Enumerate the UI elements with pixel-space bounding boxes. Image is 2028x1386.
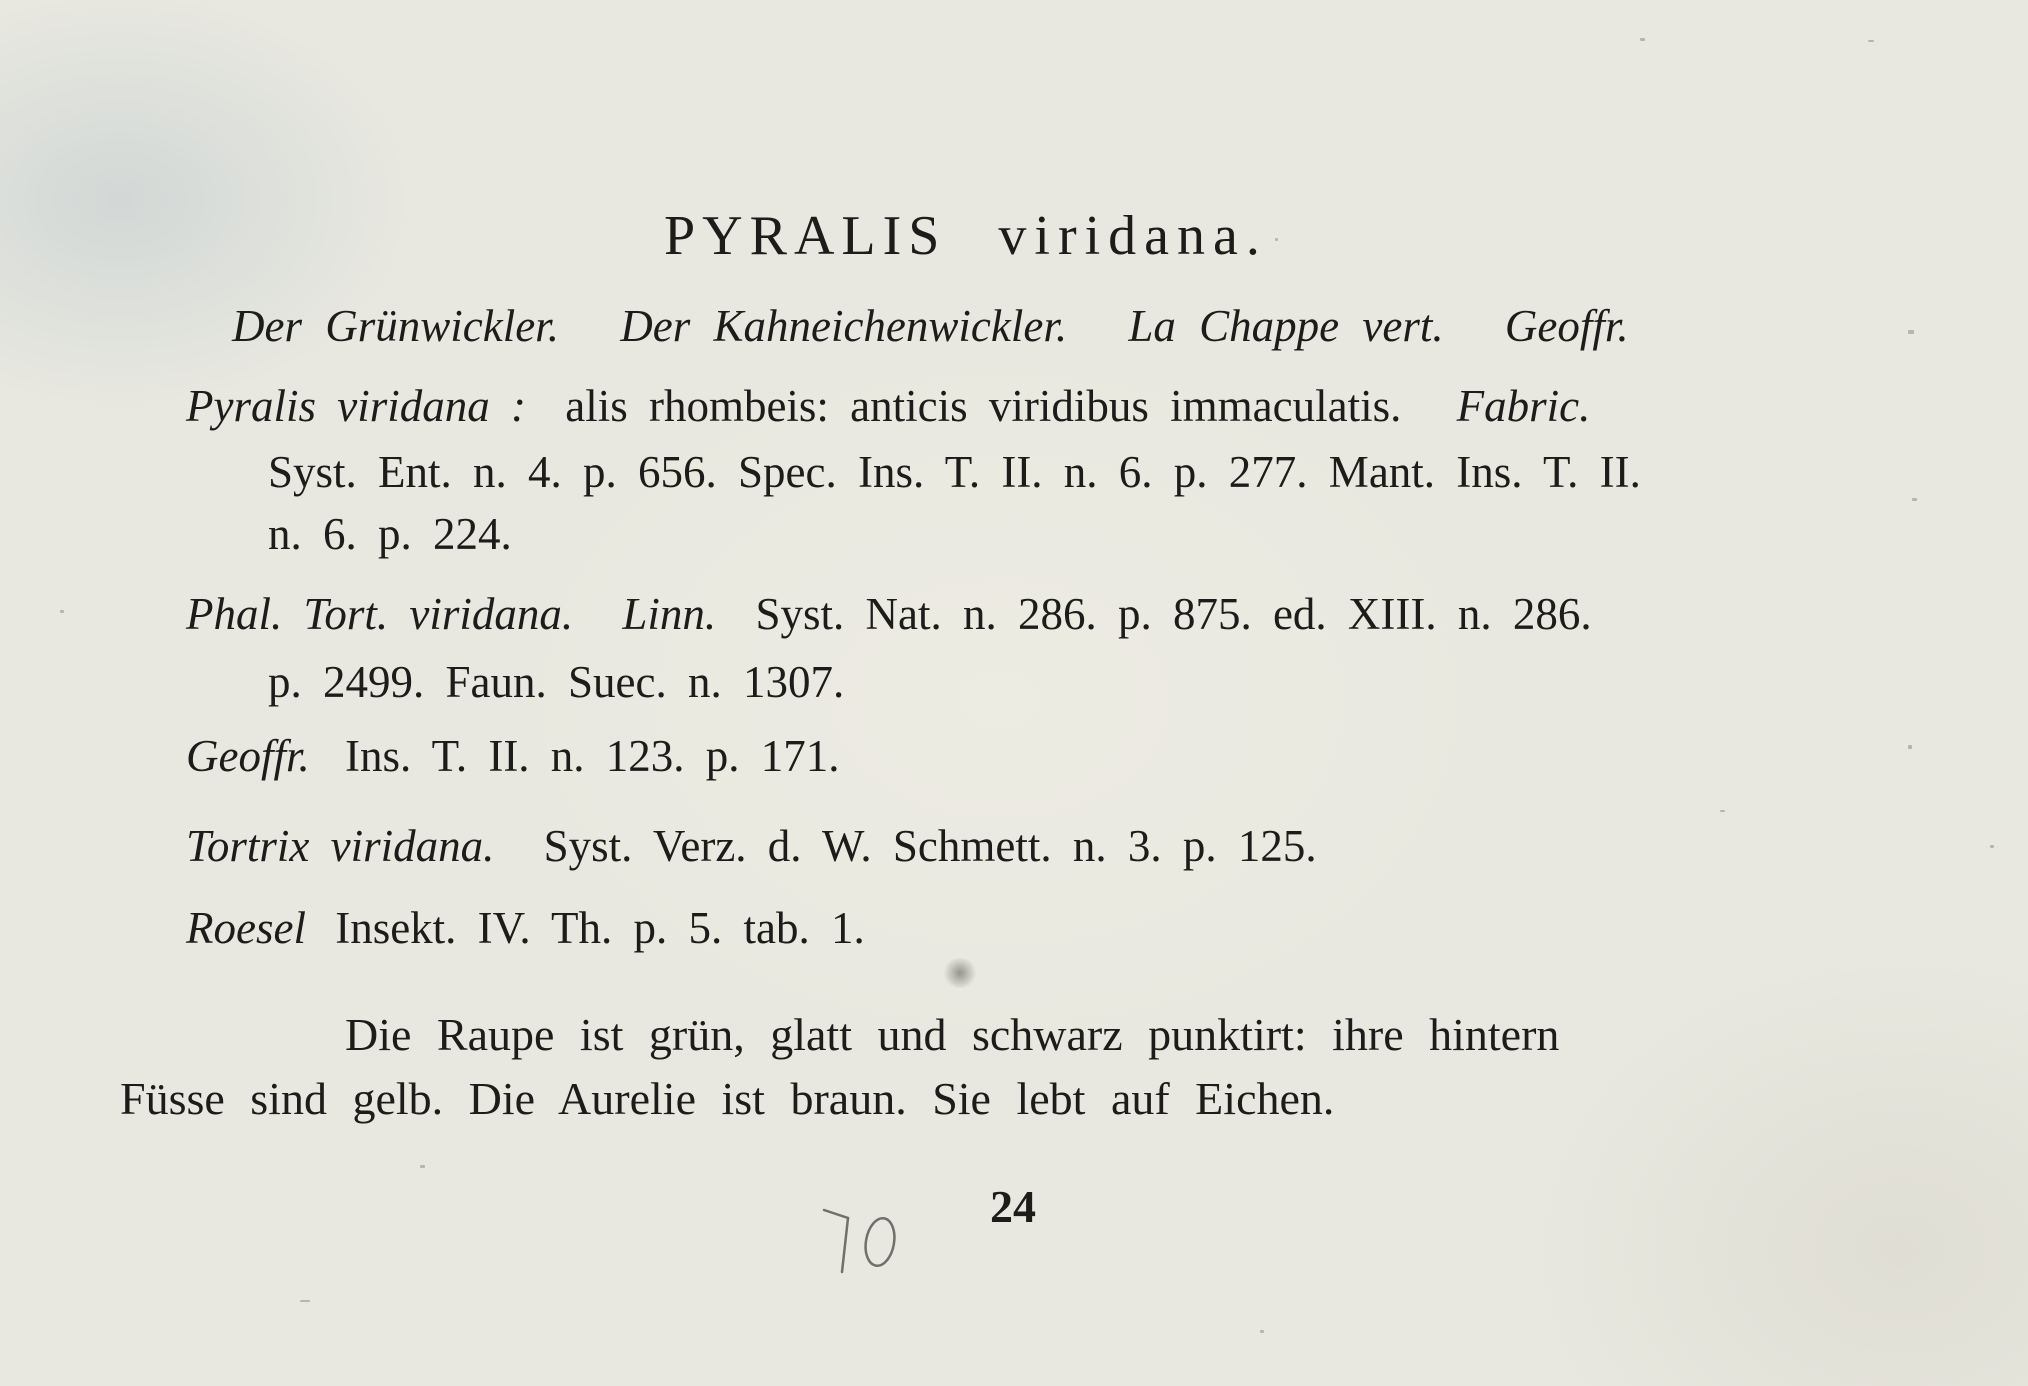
common-name: Geoffr. bbox=[1504, 301, 1629, 351]
reference-text: Syst. Nat. n. 286. p. 875. ed. XIII. n. 286. bbox=[755, 589, 1592, 639]
title-genus: PYRALIS bbox=[664, 205, 947, 267]
reference-text: alis rhombeis: anticis viridibus immaculatis. bbox=[565, 381, 1402, 431]
common-name: La Chappe vert. bbox=[1128, 301, 1444, 351]
reference-continuation: p. 2499. Faun. Suec. n. 1307. bbox=[268, 657, 845, 707]
common-name: Der Grünwickler. bbox=[232, 301, 559, 351]
reference-text: Insekt. IV. Th. p. 5. tab. 1. bbox=[335, 903, 865, 953]
description-line: Füsse sind gelb. Die Aurelie ist braun. Sie lebt auf Eichen. bbox=[120, 1073, 1335, 1124]
reference-source: Fabric. bbox=[1456, 381, 1591, 431]
reference-roesel bbox=[186, 902, 865, 954]
page-number: 24 bbox=[990, 1181, 1036, 1232]
reference-author: Phal. Tort. viridana. bbox=[186, 589, 574, 639]
reference-author: Pyralis viridana : bbox=[186, 381, 526, 431]
reference-fabricius bbox=[186, 380, 1590, 432]
reference-author: Roesel bbox=[186, 903, 306, 953]
common-name: Der Kahneichenwickler. bbox=[620, 301, 1068, 351]
reference-linnaeus bbox=[186, 588, 1592, 640]
common-names bbox=[232, 300, 1667, 352]
pencil-mark bbox=[818, 1196, 908, 1276]
description-line: Die Raupe ist grün, glatt und schwarz punktirt: ihre hintern bbox=[345, 1009, 1560, 1060]
reference-geoffroy bbox=[186, 730, 840, 782]
reference-source: Linn. bbox=[622, 589, 717, 639]
reference-continuation: Syst. Ent. n. 4. p. 656. Spec. Ins. T. II. n. 6. p. 277. Mant. Ins. T. II. bbox=[268, 447, 1641, 497]
ink-smudge bbox=[942, 958, 978, 988]
title-species: viridana. bbox=[998, 205, 1268, 267]
reference-text: Syst. Verz. d. W. Schmett. n. 3. p. 125. bbox=[543, 821, 1317, 871]
reference-author: Geoffr. bbox=[186, 731, 310, 781]
reference-author: Tortrix viridana. bbox=[186, 821, 495, 871]
page-title bbox=[664, 204, 1268, 268]
reference-continuation: n. 6. p. 224. bbox=[268, 509, 512, 559]
reference-text: Ins. T. II. n. 123. p. 171. bbox=[345, 731, 840, 781]
reference-wiener-verzeichnis bbox=[186, 820, 1317, 872]
